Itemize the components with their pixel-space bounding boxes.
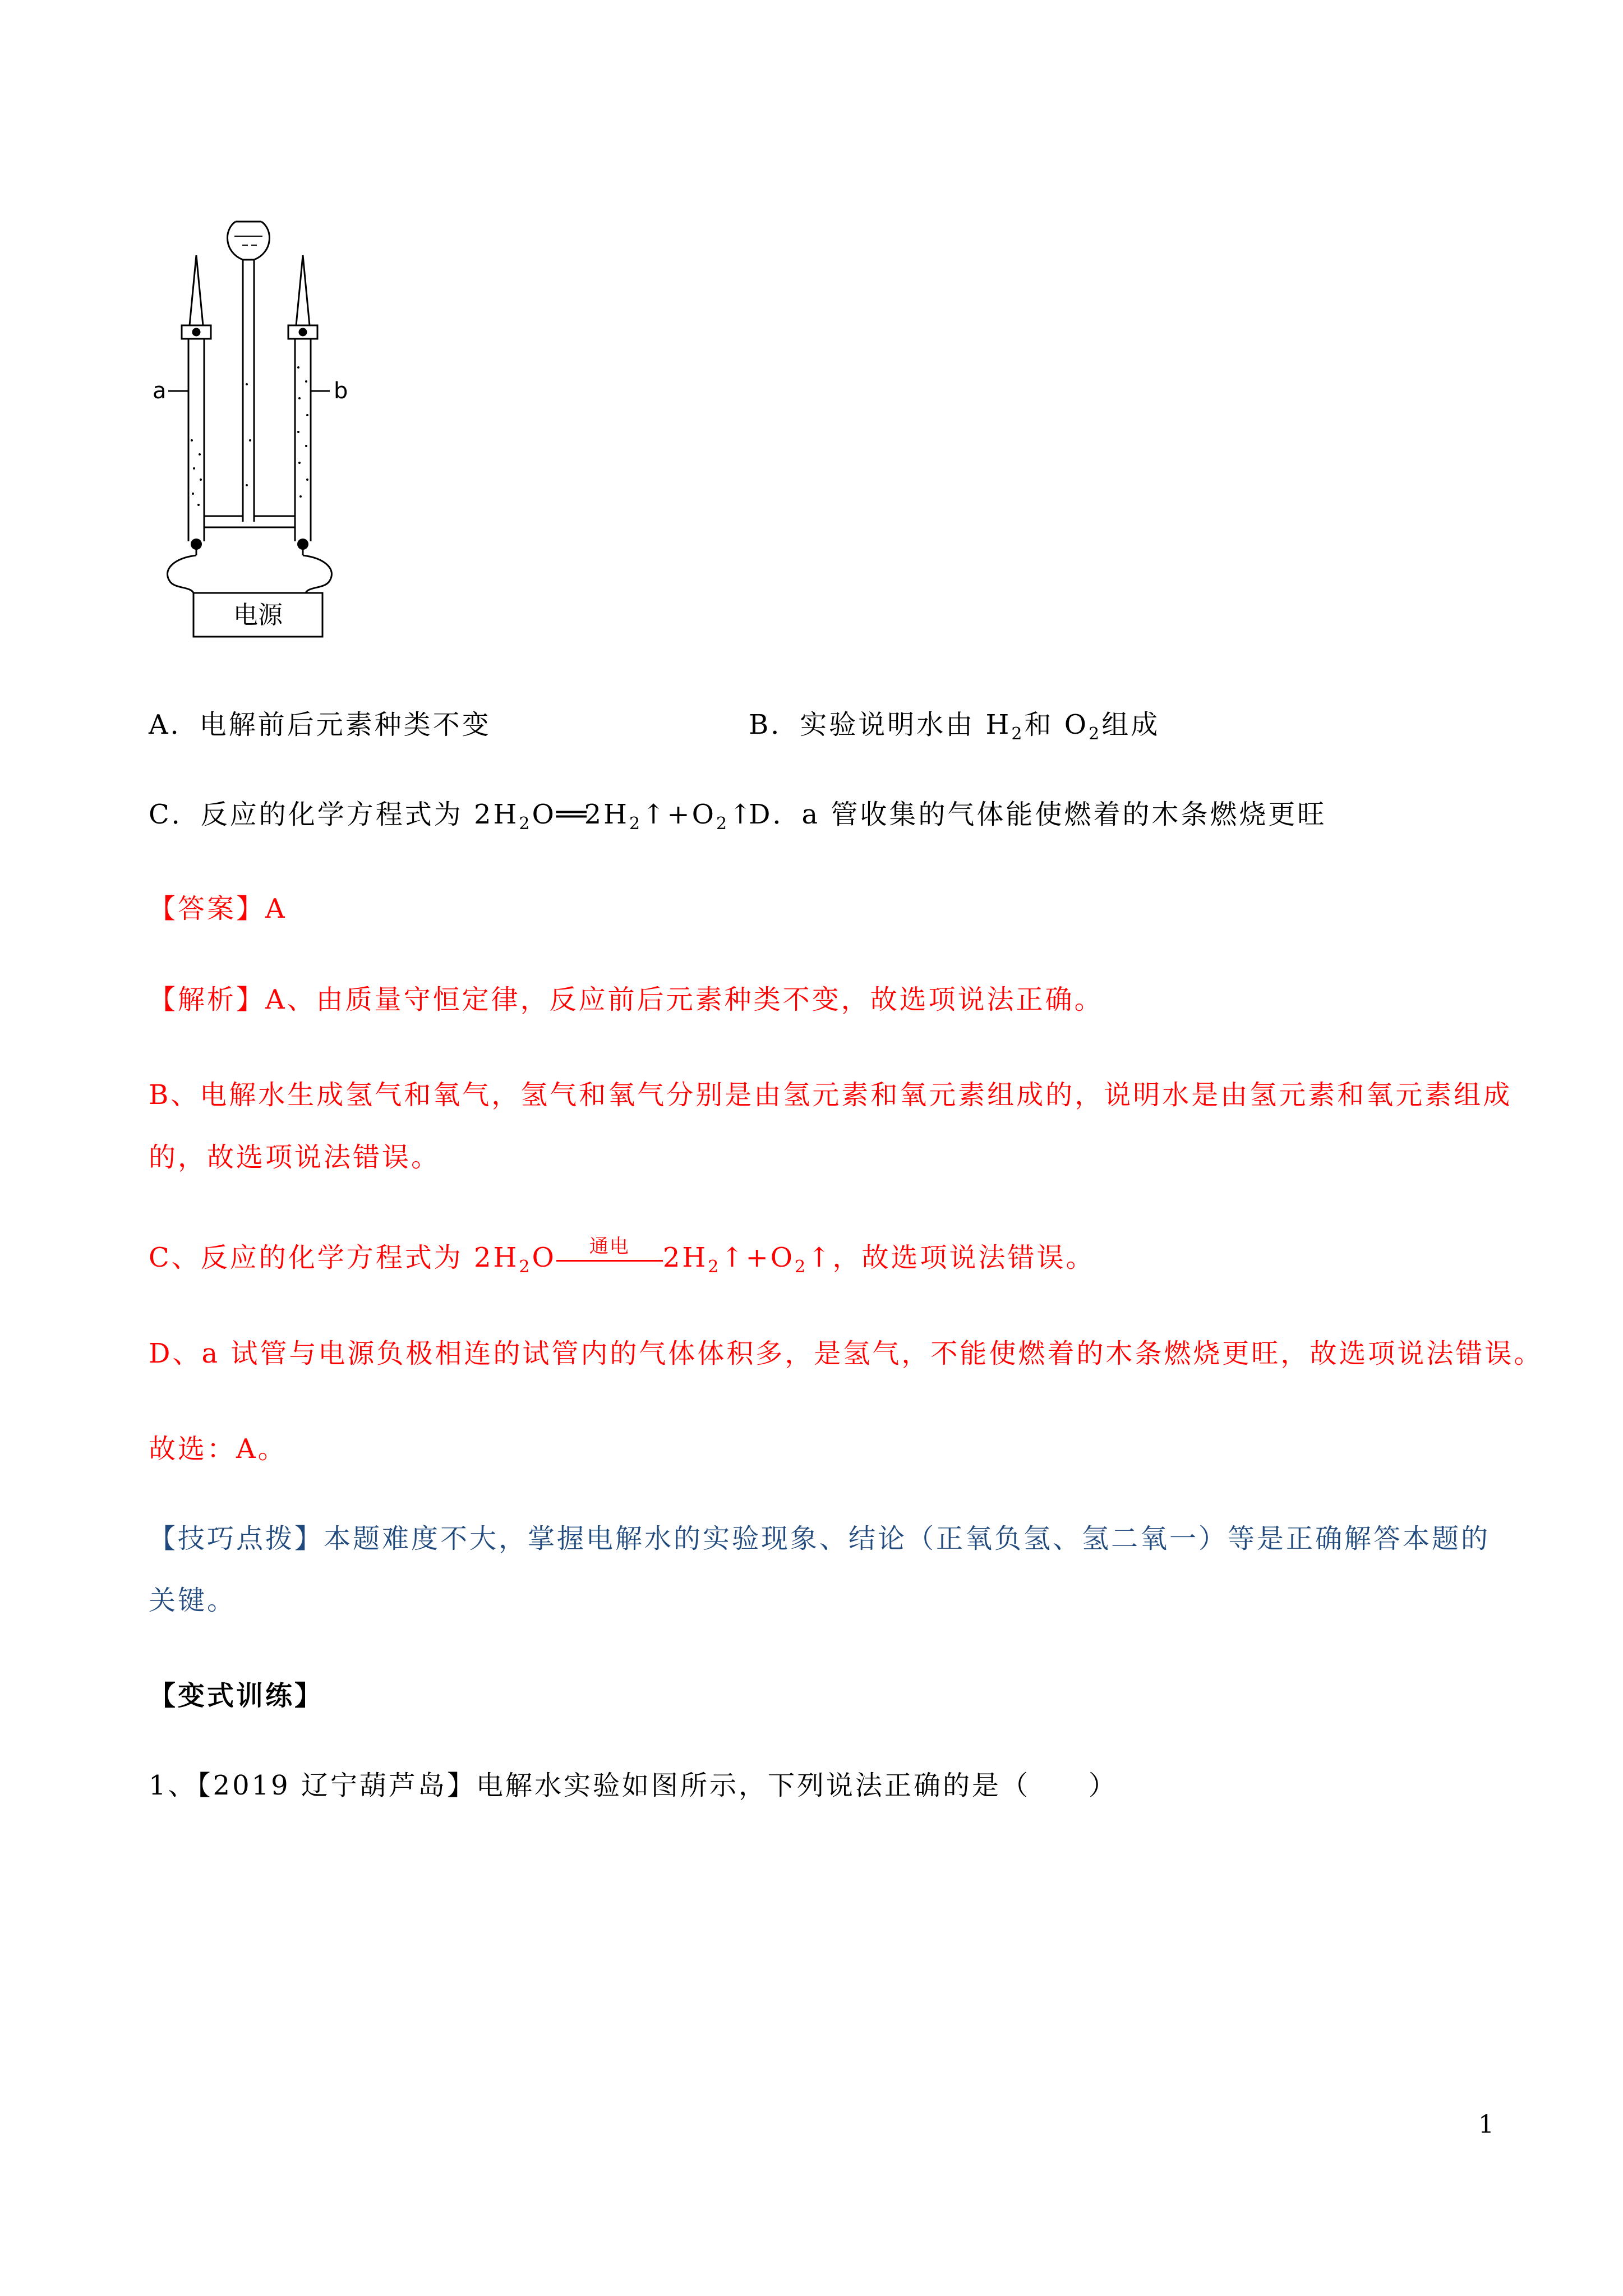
option-d: D．a 管收集的气体能使燃着的木条燃烧更旺: [749, 799, 1327, 830]
page-number: 1: [1478, 2110, 1494, 2139]
right-tube: [295, 339, 311, 541]
right-tube-tip: [296, 255, 310, 325]
left-wire: [168, 555, 196, 593]
right-electrode: [297, 539, 308, 550]
power-label: 电源: [233, 601, 283, 629]
right-wire: [303, 555, 331, 593]
label-a: a: [153, 378, 167, 404]
variant-title: 【变式训练】: [149, 1680, 324, 1711]
analysis-conclusion: 故选：A。: [149, 1433, 287, 1465]
equation-condition: 通电: [556, 1243, 663, 1274]
connector: [204, 516, 295, 527]
left-electrode: [191, 539, 202, 550]
analysis-d: D、a 试管与电源负极相连的试管内的气体体积多，是氢气，不能使燃着的木条燃烧更旺，故选项说法错误。: [149, 1338, 1543, 1369]
analysis-c: C、反应的化学方程式为 $2H_2O$ 通电 $2H_2↑+O_2↑$，故选项说法错误。: [149, 1235, 1095, 1277]
funnel-reservoir: [227, 222, 269, 260]
tip-line1: 【技巧点拨】本题难度不大，掌握电解水的实验现象、结论（正氧负氢、氢二氧一）等是正确解答本题的: [149, 1523, 1491, 1554]
answer: 【答案】A: [149, 893, 287, 924]
electrolysis-apparatus-diagram: [151, 216, 365, 645]
central-tube: [243, 260, 254, 522]
option-a: A．电解前后元素种类不变: [149, 709, 491, 740]
variant-question-1: 1、【2019 辽宁葫芦岛】电解水实验如图所示，下列说法正确的是（ ）: [149, 1770, 1118, 1801]
left-tube-tip: [190, 255, 203, 325]
analysis-b-line1: B、电解水生成氢气和氧气，氢气和氧气分别是由氢元素和氧元素组成的，说明水是由氢元素和氧元素组成: [149, 1079, 1513, 1111]
option-b: B．实验说明水由 $H_2$和 $O_2$组成: [749, 709, 1160, 744]
label-b: b: [334, 378, 348, 404]
tip-line2: 关键。: [149, 1585, 237, 1616]
option-c: C．反应的化学方程式为 $2H_2O══2H_2↑+O_2↑$: [149, 799, 754, 834]
analysis-a: 【解析】A、由质量守恒定律，反应前后元素种类不变，故选项说法正确。: [149, 984, 1104, 1015]
analysis-b-line2: 的，故选项说法错误。: [149, 1142, 441, 1173]
